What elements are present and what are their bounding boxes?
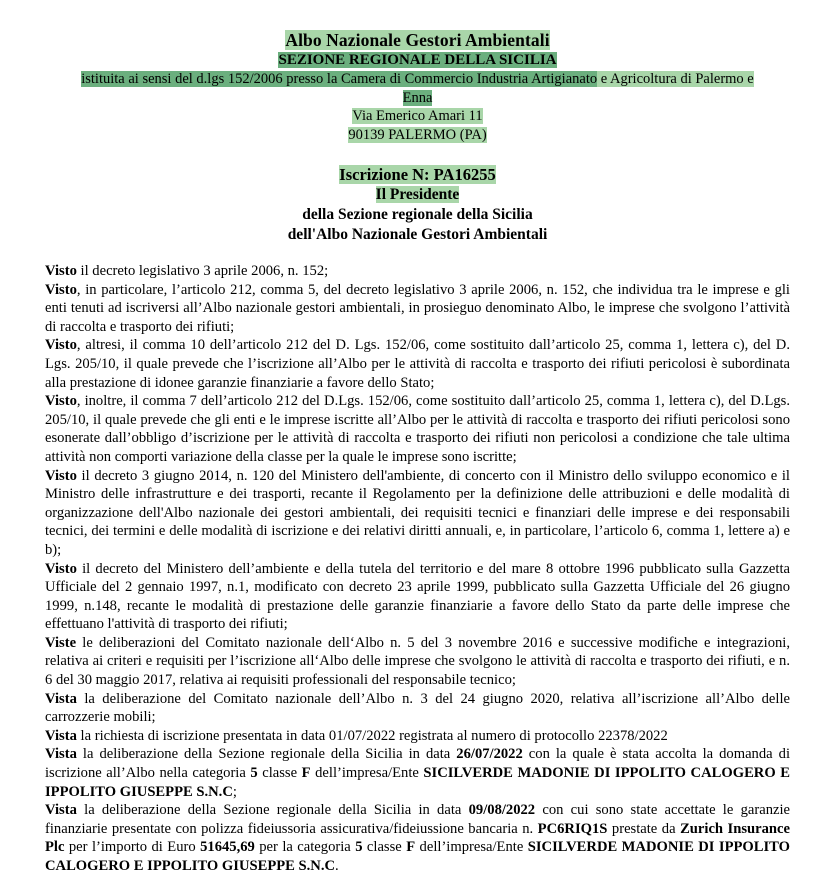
paragraph-10-category: 5 bbox=[250, 765, 258, 782]
paragraph-10-company: SICILVERDE MADONIE DI IPPOLITO CALOGERO E IPPOLITO GIUSEPPE S.N.C bbox=[45, 765, 790, 800]
header-institution-line2 bbox=[45, 89, 790, 108]
header-institution-part2: e Agricoltura di Palermo e bbox=[597, 71, 754, 87]
paragraph-8-lead: Vista bbox=[45, 690, 77, 707]
header-title-line bbox=[45, 30, 790, 51]
paragraph-11-text-7: dell’impresa/Ente bbox=[415, 839, 528, 856]
paragraph-4-lead: Visto bbox=[45, 393, 77, 410]
paragraph-11-text-3: prestate da bbox=[607, 820, 681, 837]
paragraph-2-lead: Visto bbox=[45, 281, 77, 298]
paragraph-11-text-4: per l’importo di Euro bbox=[64, 839, 201, 856]
registration-number-line bbox=[45, 164, 790, 185]
paragraph-11-text-2: con cui sono state accettate le garanzie finanziarie presentate con polizza fideiussoria assicurativa/fideiussione bancaria n. bbox=[45, 802, 791, 837]
document-header bbox=[45, 30, 790, 245]
paragraph-6 bbox=[45, 560, 790, 634]
paragraph-10 bbox=[45, 745, 790, 801]
document-body bbox=[45, 262, 790, 876]
paragraph-11-amount: 51645,69 bbox=[200, 839, 255, 856]
paragraph-11-classe: F bbox=[406, 839, 416, 856]
registration-number: Iscrizione N: PA16255 bbox=[339, 165, 496, 184]
paragraph-4 bbox=[45, 392, 790, 466]
paragraph-10-lead: Vista bbox=[45, 746, 77, 763]
paragraph-9-lead: Vista bbox=[45, 727, 77, 744]
header-section-line bbox=[45, 51, 790, 70]
paragraph-7-lead: Viste bbox=[45, 634, 77, 651]
header-institution-part3: Enna bbox=[402, 89, 433, 106]
paragraph-11-insurer: Zurich Insurance Plc bbox=[45, 820, 790, 856]
paragraph-11 bbox=[45, 801, 790, 875]
paragraph-11-policy-number: PC6RIQ1S bbox=[537, 820, 608, 837]
paragraph-9-text: la richiesta di iscrizione presentata in data 01/07/2022 registrata al numero di protocollo 22378/2022 bbox=[76, 727, 668, 744]
paragraph-3 bbox=[45, 336, 790, 392]
paragraph-11-category: 5 bbox=[355, 839, 363, 856]
header-institution-part1 bbox=[81, 71, 597, 87]
president-title: Il Presidente bbox=[375, 186, 460, 203]
paragraph-11-lead: Vista bbox=[45, 802, 77, 819]
paragraph-3-lead: Visto bbox=[45, 337, 77, 354]
header-title: Albo Nazionale Gestori Ambientali bbox=[285, 30, 550, 50]
paragraph-8-text: la deliberazione del Comitato nazionale dell’Albo n. 3 del 24 giugno 2020, relativa all’iscrizione all’Albo delle carrozzerie mobili; bbox=[45, 690, 790, 726]
header-address-city-line bbox=[45, 126, 790, 145]
paragraph-10-text-3: classe bbox=[257, 765, 302, 782]
paragraph-1-text: il decreto legislativo 3 aprile 2006, n. 152; bbox=[76, 263, 329, 279]
paragraph-9 bbox=[45, 727, 790, 746]
header-address-city: 90139 PALERMO (PA) bbox=[348, 126, 487, 143]
paragraph-11-text-1: la deliberazione della Sezione regionale della Sicilia in data bbox=[76, 802, 469, 819]
paragraph-10-date: 26/07/2022 bbox=[456, 746, 523, 763]
paragraph-5-lead: Visto bbox=[45, 467, 77, 484]
paragraph-2-text: , in particolare, l’articolo 212, comma 5, del decreto legislativo 3 aprile 2006, n. 152, che individua tra le imprese e gli enti tenuti ad iscriversi all’Albo nazionale gestori ambientali, in prosieguo denominato Albo, le imprese che svolgono l’attività di raccolta e trasporto dei rifiuti; bbox=[45, 281, 790, 335]
header-section: SEZIONE REGIONALE DELLA SICILIA bbox=[278, 52, 557, 68]
paragraph-11-text-6: classe bbox=[362, 839, 407, 856]
paragraph-11-text-5: per la categoria bbox=[254, 839, 356, 856]
paragraph-10-text-1: la deliberazione della Sezione regionale della Sicilia in data bbox=[76, 746, 457, 763]
paragraph-6-lead: Visto bbox=[45, 560, 77, 577]
paragraph-1-lead: Visto bbox=[45, 263, 77, 279]
paragraph-10-classe: F bbox=[301, 765, 311, 782]
institution-text-1: istituita ai sensi del d.lgs 152/2006 presso la Camera di Commercio Industria Artigianato bbox=[81, 71, 598, 87]
paragraph-11-company: SICILVERDE MADONIE DI IPPOLITO CALOGERO E IPPOLITO GIUSEPPE S.N.C bbox=[45, 839, 790, 874]
paragraph-10-text-5: ; bbox=[232, 783, 237, 800]
paragraph-6-text: il decreto del Ministero dell’ambiente e della tutela del territorio e del mare 8 ottobre 1996 pubblicato sulla Gazzetta Ufficiale del 2 gennaio 1997, n.1, modificato con decreto 23 aprile 1999, pubblicato sulla Gazzetta Ufficiale del 26 giugno 1999, n.148, recante le modalità di prestazione delle garanzie finanziarie a favore dello Stato da parte delle imprese che effettuano l'attività di trasporto dei rifiuti; bbox=[45, 560, 790, 633]
paragraph-11-date: 09/08/2022 bbox=[468, 802, 536, 819]
paragraph-10-text-2: con la quale è stata accolta la domanda di iscrizione all’Albo nella categoria bbox=[45, 746, 790, 782]
paragraph-3-text: , altresi, il comma 10 dell’articolo 212 del D. Lgs. 152/06, come sostituito dall’articolo 25, comma 1, lettera c), del D. Lgs. 205/10, il quale prevede che l’iscrizione all’Albo per le attività di raccolta e trasporto dei rifiuti pericolosi è subordinata alla prestazione di idonee garanzie finanziarie a favore dello Stato; bbox=[45, 337, 790, 391]
paragraph-2 bbox=[45, 281, 790, 337]
paragraph-7-text: le deliberazioni del Comitato nazionale dellʻAlbo n. 5 del 3 novembre 2016 e successive modifiche e integrazioni, relativa ai criteri e requisiti per l’iscrizione allʻAlbo delle imprese che svolgono le attività di raccolta e trasporto dei rifiuti, e n. 6 del 30 maggio 2017, relativa ai requisiti professionali del responsabile tecnico; bbox=[45, 634, 790, 689]
header-address-street-line bbox=[45, 107, 790, 126]
paragraph-7 bbox=[45, 634, 790, 690]
paragraph-8 bbox=[45, 690, 790, 727]
header-institution-line bbox=[45, 70, 790, 89]
paragraph-5-text: il decreto 3 giugno 2014, n. 120 del Ministero dell'ambiente, di concerto con il Ministro dello sviluppo economico e il Ministro delle infrastrutture e dei trasporti, recante il Regolamento per la definizione delle attribuzioni e delle modalità di organizzazione dell'Albo nazionale dei gestori ambientali, dei requisiti tecnici e finanziari delle imprese e dei responsabili tecnici, dei termini e delle modalità di iscrizione e dei relativi diritti annuali, e, in particolare, l’articolo 6, comma 1, lettere a) e b); bbox=[45, 467, 790, 558]
paragraph-4-text: , inoltre, il comma 7 dell’articolo 212 del D.Lgs. 152/06, come sostituito dall’articolo 25, comma 1, lettera c), del D.Lgs. 205/10, il quale prevede che gli enti e le imprese iscritte all’Albo per le attività di raccolta e trasporto dei rifiuti pericolosi sono esonerate dall’obbligo d’iscrizione per le attività di raccolta e trasporto dei rifiuti non pericolosi a condizione che tale ultima attività non comporti variazione della classe per la quale le imprese sono iscritte; bbox=[45, 393, 790, 465]
header-address-street: Via Emerico Amari 11 bbox=[352, 108, 483, 124]
paragraph-1 bbox=[45, 262, 790, 281]
authority-line-1: della Sezione regionale della Sicilia bbox=[302, 206, 533, 223]
paragraph-5 bbox=[45, 467, 790, 560]
paragraph-11-text-8: . bbox=[335, 858, 339, 874]
paragraph-10-text-4: dell’impresa/Ente bbox=[310, 765, 424, 782]
authority-line-2: dell'Albo Nazionale Gestori Ambientali bbox=[287, 226, 548, 243]
president-title-line bbox=[45, 185, 790, 205]
